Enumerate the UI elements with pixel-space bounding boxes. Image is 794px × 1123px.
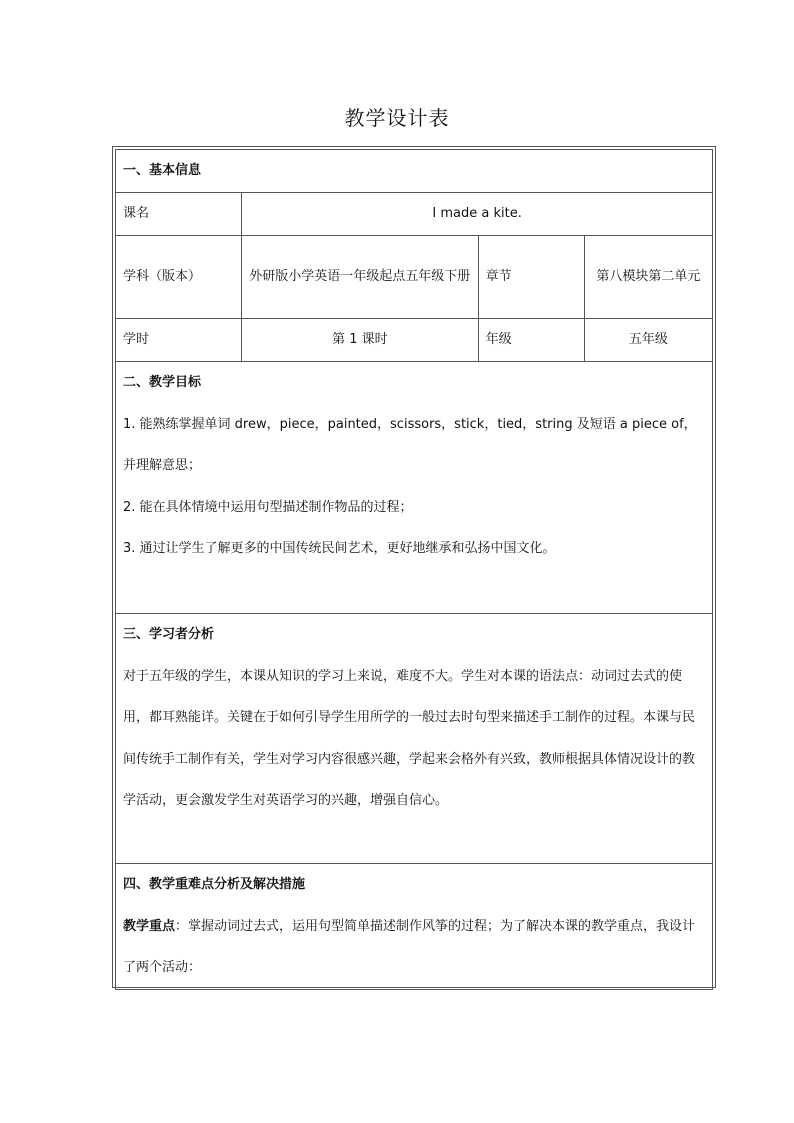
chapter-label: 章节 <box>478 236 584 319</box>
section-key-points <box>116 864 713 990</box>
key-points-lead: 教学重点 <box>123 918 176 934</box>
grade-value: 五年级 <box>584 319 712 362</box>
section-learner-analysis <box>116 614 713 864</box>
subject-value: 外研版小学英语一年级起点五年级下册 <box>242 236 478 319</box>
key-points-text: ：掌握动词过去式，运用句型简单描述制作风筝的过程；为了解决本课的教学重点，我设计了两个活动： <box>123 918 696 975</box>
learner-analysis-heading: 三、学习者分析 <box>123 627 215 642</box>
objective-item-2: 2. 能在具体情境中运用句型描述制作物品的过程； <box>123 499 413 515</box>
learner-analysis-text: 对于五年级的学生，本课从知识的学习上来说，难度不大。学生对本课的语法点：动词过去式的使用，都耳熟能详。关键在于如何引导学生用所学的一般过去时句型来描述手工制作的过程。本课与民间传统手工制作有关，学生对学习内容很感兴趣，学起来会格外有兴致，教师根据具体情况设计的教学活动，更会激发学生对英语学习的兴趣，增强自信心。 <box>123 668 696 808</box>
key-points-paragraph <box>123 906 705 989</box>
chapter-value: 第八模块第二单元 <box>584 236 712 319</box>
course-value: I made a kite. <box>242 193 713 236</box>
key-points-heading: 四、教学重难点分析及解决措施 <box>123 877 306 892</box>
objective-item-3: 3. 通过让学生了解更多的中国传统民间艺术，更好地继承和弘扬中国文化。 <box>123 541 556 556</box>
subject-label: 学科（版本） <box>116 236 242 319</box>
course-label: 课名 <box>116 193 242 236</box>
objectives-heading: 二、教学目标 <box>123 375 202 390</box>
grade-label: 年级 <box>478 319 584 362</box>
design-table <box>115 149 713 990</box>
section-basic-info-heading: 一、基本信息 <box>116 150 713 193</box>
page-title: 教学设计表 <box>344 106 450 130</box>
section-objectives <box>116 362 713 614</box>
period-value: 第 1 课时 <box>242 319 478 362</box>
period-label: 学时 <box>116 319 242 362</box>
objective-item-1: 1. 能熟练掌握单词 drew，piece，painted，scissors，stick，tied，string 及短语 a piece of，并理解意思； <box>123 416 697 473</box>
design-table-frame <box>112 146 716 988</box>
